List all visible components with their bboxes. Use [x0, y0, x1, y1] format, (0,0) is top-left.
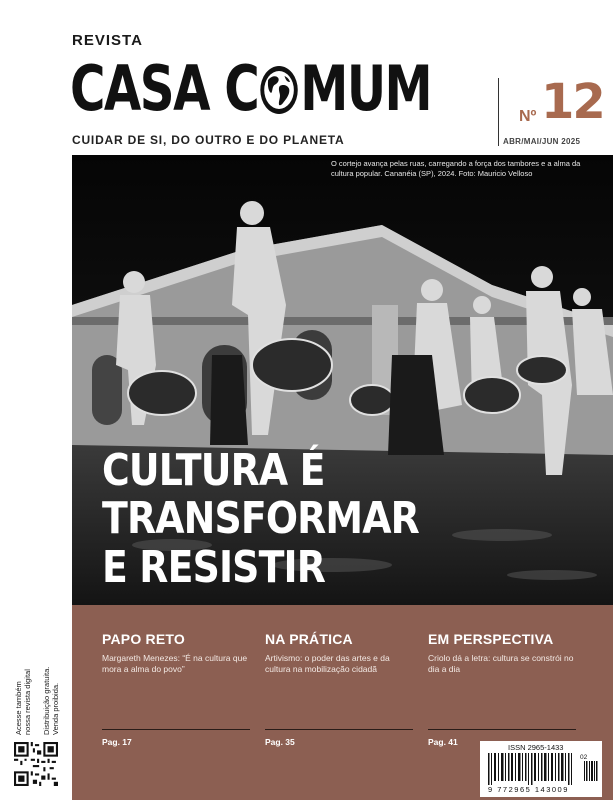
section-text: Criolo dá a letra: cultura se constrói no dia a dia — [428, 653, 574, 675]
magazine-kicker: REVISTA — [72, 32, 143, 49]
side-text-line: Distribuição gratuita. — [42, 666, 51, 735]
headline-line: TRANSFORMAR — [102, 493, 419, 545]
tagline: CUIDAR DE SI, DO OUTRO E DO PLANETA — [72, 133, 345, 147]
barcode-issn: ISSN 2965-1433 — [508, 743, 564, 752]
section-title: PAPO RETO — [102, 631, 185, 647]
logo-text-right: MUM — [300, 52, 432, 125]
section-text: Artivismo: o poder das artes e da cultura na mobilização cidadã — [265, 653, 390, 675]
side-text-line: Acesse também — [14, 681, 23, 735]
section-papo-reto — [102, 631, 250, 747]
section-em-perspectiva — [428, 631, 576, 747]
section-page: Pag. 35 — [265, 737, 295, 747]
issue-number: 12 — [541, 74, 604, 130]
section-rule — [265, 729, 413, 730]
issue-badge — [515, 74, 604, 134]
globe-icon — [259, 64, 300, 116]
section-page: Pag. 17 — [102, 737, 132, 747]
section-page: Pag. 41 — [428, 737, 458, 747]
section-rule — [102, 729, 250, 730]
photo-caption: O cortejo avança pelas ruas, carregando a força dos tambores e a alma da cultura popular. Cananéia (SP), 2024. Foto: Mauricio Velloso — [331, 159, 581, 179]
side-text-line: nossa revista digital — [23, 669, 32, 735]
barcode-edition: 02 — [580, 754, 588, 761]
issue-label: Nº — [519, 108, 537, 125]
logo-text-left: CASA C — [70, 52, 259, 125]
cover-headline — [102, 447, 419, 592]
side-text-line: Venda proibida. — [51, 682, 60, 735]
section-title: EM PERSPECTIVA — [428, 631, 554, 647]
section-title: NA PRÁTICA — [265, 631, 353, 647]
barcode — [480, 741, 602, 797]
masthead-divider — [498, 78, 499, 146]
section-rule — [428, 729, 576, 730]
section-text: Margareth Menezes: “É na cultura que mora a alma do povo” — [102, 653, 248, 675]
headline-line: CULTURA É — [102, 445, 325, 496]
barcode-number: 9 772965 143009 — [488, 785, 569, 794]
magazine-logo — [70, 50, 533, 128]
qr-code[interactable] — [14, 742, 58, 786]
headline-line: E RESISTIR — [102, 541, 326, 593]
section-na-pratica — [265, 631, 413, 747]
cover-photo — [72, 155, 613, 605]
side-notice — [14, 655, 84, 740]
issue-date: ABR/MAI/JUN 2025 — [503, 137, 581, 146]
